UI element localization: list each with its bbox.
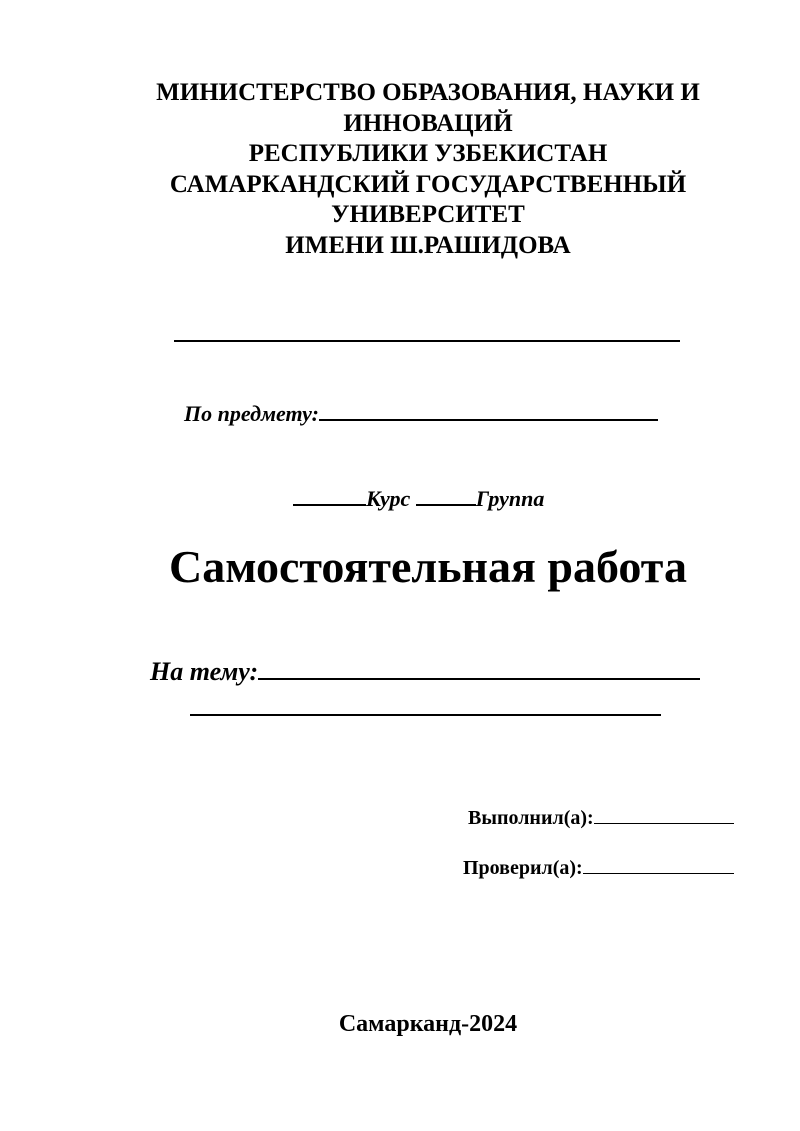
topic-field xyxy=(150,657,700,687)
checked-by-label: Проверил(а): xyxy=(463,857,583,879)
topic-blank xyxy=(258,658,700,680)
subject-label: По предмету: xyxy=(184,401,319,426)
header-line-4: САМАРКАНДСКИЙ ГОСУДАРСТВЕННЫЙ xyxy=(169,170,687,198)
header-line-6: ИМЕНИ Ш.РАШИДОВА xyxy=(285,231,571,259)
course-label: Курс xyxy=(366,486,411,511)
group-label: Группа xyxy=(475,486,545,511)
topic-label: На тему: xyxy=(150,657,259,686)
topic-blank-line-2 xyxy=(190,714,661,716)
document-title: Самостоятельная работа xyxy=(169,541,687,592)
done-by-label: Выполнил(а): xyxy=(468,807,594,829)
course-blank xyxy=(293,486,366,506)
subject-field xyxy=(184,401,658,427)
header-line-2: ИННОВАЦИЙ xyxy=(343,109,513,137)
institution-header xyxy=(100,78,756,261)
done-by-blank xyxy=(594,807,734,824)
done-by-field xyxy=(468,807,734,830)
course-group-field xyxy=(293,486,544,512)
faculty-blank-line xyxy=(174,340,680,342)
group-blank xyxy=(416,486,476,506)
checked-by-blank xyxy=(583,857,734,874)
checked-by-field xyxy=(463,857,734,880)
city-year: Самарканд-2024 xyxy=(338,1011,518,1037)
header-line-5: УНИВЕРСИТЕТ xyxy=(331,201,525,228)
header-line-1: МИНИСТЕРСТВО ОБРАЗОВАНИЯ, НАУКИ И xyxy=(156,79,700,106)
header-line-3: РЕСПУБЛИКИ УЗБЕКИСТАН xyxy=(248,140,608,167)
subject-blank xyxy=(319,401,658,421)
